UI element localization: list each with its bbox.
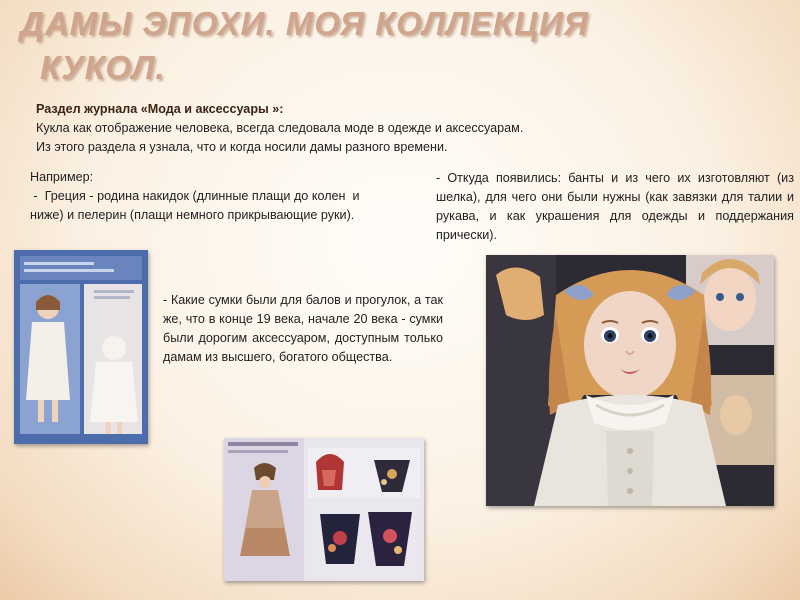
bows-text: - Откуда появились: банты и из чего их изготовляют (из шелка), для чего они были нужны (как завязки для талии и рукава, и как украшения для одежды и поддержания прически). [436, 171, 794, 242]
title-line-1: ДАМЫ ЭПОХИ. МОЯ КОЛЛЕКЦИЯ [20, 5, 589, 42]
example-text [30, 168, 420, 225]
example-line-2: ниже) и пелерин (плащи немного прикрывающие руки). [30, 208, 355, 222]
example-label: Например: [30, 170, 94, 184]
doll-cape-photo [14, 250, 148, 444]
intro-line-2: Из этого раздела я узнала, что и когда носили дамы разного времени. [36, 140, 448, 154]
intro-text [36, 100, 756, 157]
bags-photo [224, 438, 424, 581]
section-heading: Раздел журнала «Мода и аксессуары »: [36, 102, 284, 116]
intro-line-1: Кукла как отображение человека, всегда следовала моде в одежде и аксессуарам. [36, 121, 524, 135]
example-line-1: - Греция - родина накидок (длинные плащи до колен и [30, 189, 360, 203]
bags-text: - Какие сумки были для балов и прогулок, а так же, что в конце 19 века, начале 20 века - сумки были дорогим аксессуаром, доступным только дамам из высшего, богатого общества. [163, 293, 443, 364]
slide-title [20, 2, 780, 90]
title-line-2: КУКОЛ. [40, 49, 166, 86]
antique-doll-photo [486, 255, 774, 506]
